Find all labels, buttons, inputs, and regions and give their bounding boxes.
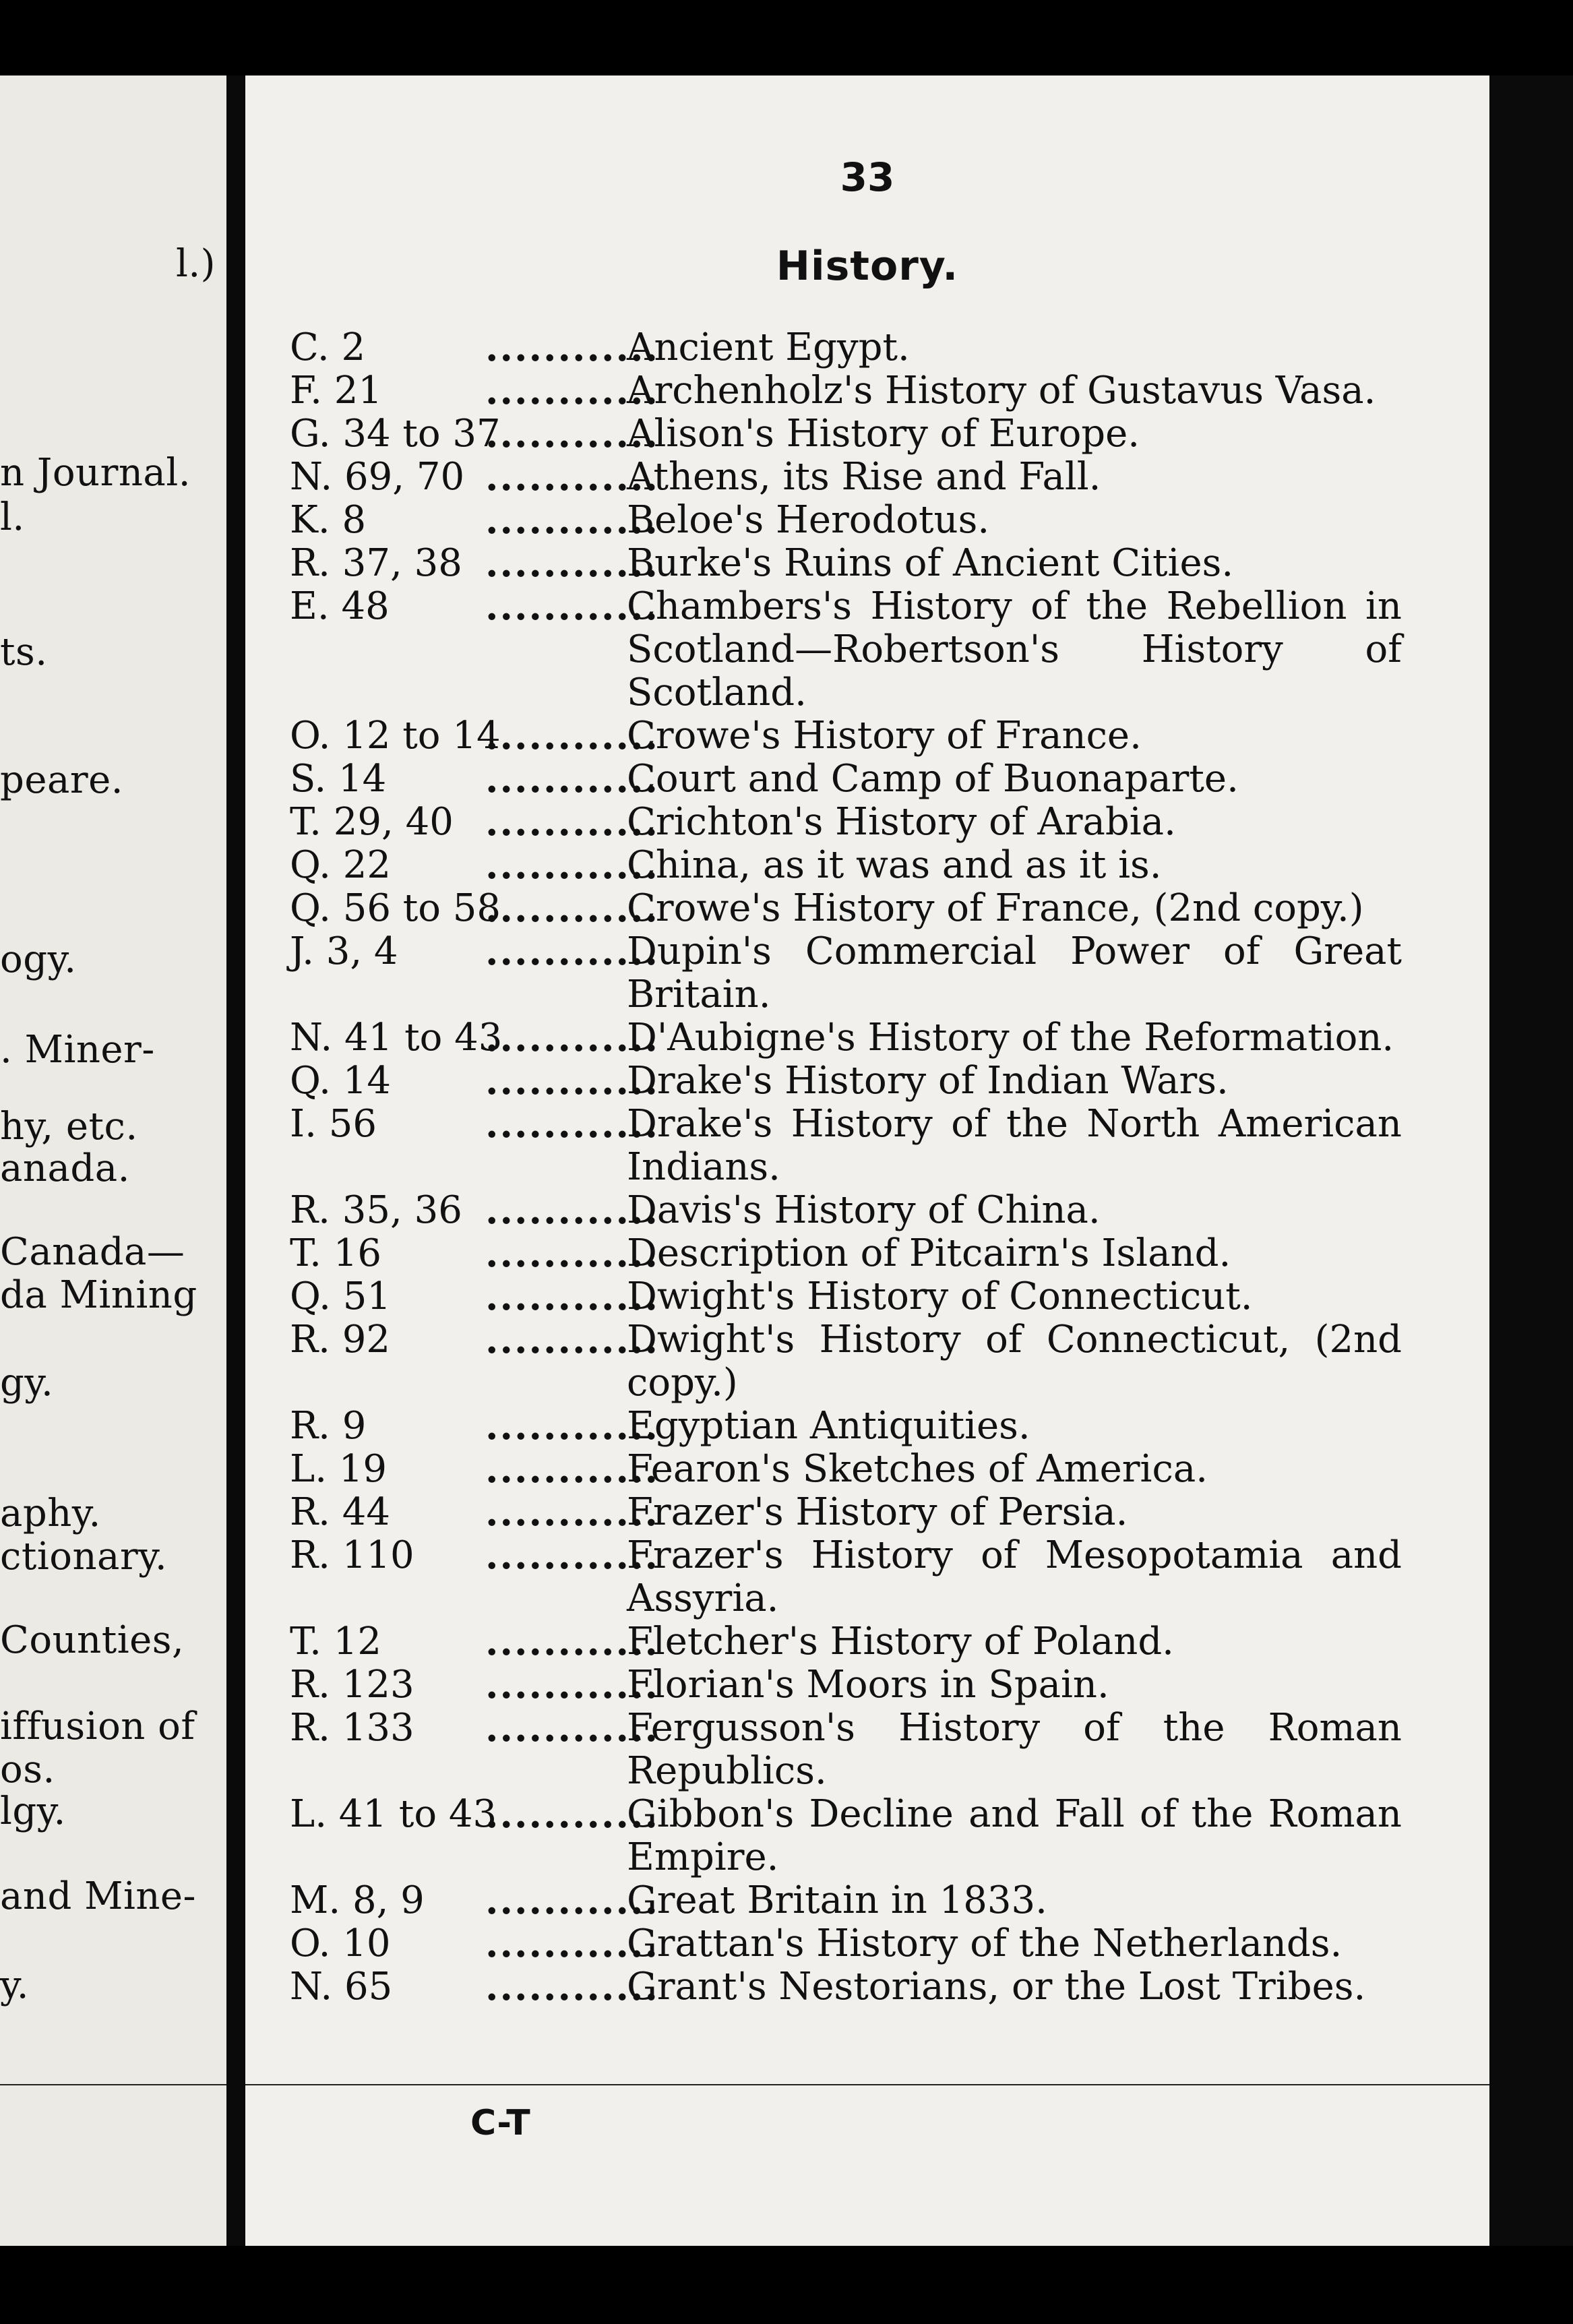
catalog-entry [290, 887, 1402, 930]
left-page-line: Canada— [0, 1230, 185, 1274]
shelf-reference: R. 37, 38 [290, 541, 462, 585]
shelf-reference: F. 21 [290, 369, 382, 412]
dot-leader: ............ [485, 584, 659, 629]
shelf-reference: J. 3, 4 [290, 929, 398, 973]
left-page-line: l. [0, 495, 25, 539]
left-page-line: ogy. [0, 938, 77, 981]
book-title: Crowe's History of France, (2nd copy.) [627, 886, 1364, 930]
dot-leader: ............ [485, 1102, 659, 1146]
dot-leader: ............ [485, 1878, 659, 1923]
shelf-reference: O. 10 [290, 1922, 391, 1965]
catalog-entry [290, 844, 1402, 887]
right-page [245, 75, 1489, 2246]
shelf-reference: L. 41 to 43 [290, 1792, 497, 1836]
shelf-reference: N. 65 [290, 1965, 393, 2009]
shelf-reference: O. 12 to 14 [290, 714, 501, 758]
catalog-entry [290, 1405, 1402, 1448]
dot-leader: ............ [485, 326, 659, 370]
catalog-entry [290, 1491, 1402, 1534]
shelf-reference: T. 29, 40 [290, 800, 454, 844]
dot-leader: ............ [485, 1275, 659, 1319]
shelf-reference: C. 2 [290, 326, 366, 369]
dot-leader: ............ [485, 1490, 659, 1535]
shelf-reference: K. 8 [290, 498, 367, 542]
shelf-reference: Q. 22 [290, 843, 391, 887]
left-page-line: peare. [0, 758, 124, 802]
catalog-entry [290, 326, 1402, 369]
book-title: Great Britain in 1833. [627, 1878, 1047, 1922]
catalog-entry [290, 1620, 1402, 1663]
catalog-entry [290, 1103, 1402, 1189]
book-title: Gibbon's Decline and Fall of the Roman Empire. [627, 1792, 1402, 1879]
catalog-entry [290, 1016, 1402, 1060]
catalog-entry [290, 1232, 1402, 1275]
book-title: Crowe's History of France. [627, 714, 1142, 758]
dot-leader: ............ [485, 1792, 659, 1837]
book-title: Frazer's History of Mesopotamia and Assyria. [627, 1533, 1402, 1620]
book-title: Dwight's History of Connecticut, (2nd copy.) [627, 1318, 1402, 1405]
shelf-reference: T. 12 [290, 1620, 381, 1663]
shelf-reference: S. 14 [290, 757, 387, 801]
book-title: Dwight's History of Connecticut. [627, 1275, 1253, 1318]
left-page-line: gy. [0, 1361, 54, 1405]
shelf-reference: T. 16 [290, 1231, 381, 1275]
dot-leader: ............ [485, 1706, 659, 1750]
dot-leader: ............ [485, 1016, 659, 1060]
left-page-line: ts. [0, 630, 48, 674]
left-page-line: l.) [175, 242, 216, 286]
book-title: Alison's History of Europe. [627, 412, 1140, 456]
left-page-line: da Mining [0, 1273, 197, 1317]
book-title: Frazer's History of Persia. [627, 1490, 1128, 1534]
book-title: Egyptian Antiquities. [627, 1404, 1030, 1448]
left-page-line: y. [0, 1963, 29, 2007]
book-title: Description of Pitcairn's Island. [627, 1231, 1231, 1275]
shelf-reference: R. 9 [290, 1404, 367, 1448]
shelf-reference: N. 69, 70 [290, 455, 465, 499]
book-title: Athens, its Rise and Fall. [627, 455, 1101, 499]
book-title: Ancient Egypt. [627, 326, 910, 369]
left-page-line: Counties, [0, 1618, 185, 1662]
dot-leader: ............ [485, 1447, 659, 1492]
book-title: Dupin's Commercial Power of Great Britain. [627, 929, 1402, 1016]
catalog-entry [290, 369, 1402, 412]
left-page-line: hy, etc. [0, 1105, 138, 1149]
left-page-fragment [0, 75, 226, 2246]
shelf-reference: R. 133 [290, 1706, 414, 1750]
signature-mark: C-T [470, 2103, 530, 2143]
book-title: Grattan's History of the Netherlands. [627, 1922, 1343, 1965]
dot-leader: ............ [485, 714, 659, 758]
catalog-entry [290, 1879, 1402, 1922]
shelf-reference: R. 123 [290, 1663, 414, 1707]
left-page-line: os. [0, 1748, 55, 1792]
book-title: Chambers's History of the Rebellion in Scotland—Robertson's History of Scotland. [627, 584, 1402, 714]
shelf-reference: Q. 51 [290, 1275, 391, 1318]
page-edge-shadow [1489, 75, 1573, 2246]
dot-leader: ............ [485, 843, 659, 888]
catalog-entry [290, 1663, 1402, 1707]
book-title: Fletcher's History of Poland. [627, 1620, 1174, 1663]
page-bottom-rule [245, 2084, 1489, 2085]
catalog-entry [290, 456, 1402, 499]
catalog-entries [290, 326, 1402, 2009]
dot-leader: ............ [485, 1965, 659, 2009]
shelf-reference: I. 56 [290, 1102, 377, 1146]
dot-leader: ............ [485, 1533, 659, 1578]
dot-leader: ............ [485, 1059, 659, 1103]
book-title: Archenholz's History of Gustavus Vasa. [627, 369, 1376, 412]
shelf-reference: R. 35, 36 [290, 1188, 462, 1232]
page-number: 33 [840, 154, 895, 200]
dot-leader: ............ [485, 541, 659, 586]
dot-leader: ............ [485, 800, 659, 845]
book-title: Florian's Moors in Spain. [627, 1663, 1109, 1707]
left-page-line: lgy. [0, 1790, 66, 1833]
shelf-reference: N. 41 to 43 [290, 1016, 503, 1060]
book-title: D'Aubigne's History of the Reformation. [627, 1016, 1394, 1060]
dot-leader: ............ [485, 1231, 659, 1276]
left-page-line: iffusion of [0, 1705, 195, 1748]
catalog-entry [290, 1189, 1402, 1232]
catalog-entry [290, 585, 1402, 714]
shelf-reference: G. 34 to 37 [290, 412, 501, 456]
dot-leader: ............ [485, 1663, 659, 1707]
shelf-reference: R. 92 [290, 1318, 391, 1362]
book-title: Drake's History of Indian Wars. [627, 1059, 1229, 1103]
shelf-reference: M. 8, 9 [290, 1878, 425, 1922]
catalog-entry [290, 499, 1402, 542]
shelf-reference: Q. 14 [290, 1059, 391, 1103]
catalog-entry [290, 1275, 1402, 1318]
book-title: Davis's History of China. [627, 1188, 1101, 1232]
dot-leader: ............ [485, 1620, 659, 1664]
left-page-line: anada. [0, 1146, 130, 1190]
left-page-line: . Miner- [0, 1028, 155, 1072]
catalog-entry [290, 412, 1402, 456]
book-title: Beloe's Herodotus. [627, 498, 990, 542]
book-title: Crichton's History of Arabia. [627, 800, 1176, 844]
catalog-entry [290, 1707, 1402, 1793]
shelf-reference: E. 48 [290, 584, 390, 628]
catalog-entry [290, 1793, 1402, 1879]
book-gutter [226, 75, 245, 2246]
catalog-entry [290, 1534, 1402, 1620]
section-title: History. [776, 243, 959, 290]
catalog-entry [290, 758, 1402, 801]
dot-leader: ............ [485, 886, 659, 931]
book-title: Drake's History of the North American Indians. [627, 1102, 1402, 1189]
book-title: Grant's Nestorians, or the Lost Tribes. [627, 1965, 1366, 2009]
book-title: Fearon's Sketches of America. [627, 1447, 1208, 1491]
dot-leader: ............ [485, 455, 659, 499]
catalog-entry [290, 1448, 1402, 1491]
shelf-reference: R. 110 [290, 1533, 414, 1577]
book-title: Burke's Ruins of Ancient Cities. [627, 541, 1234, 585]
dot-leader: ............ [485, 1404, 659, 1448]
book-title: Fergusson's History of the Roman Republics. [627, 1706, 1402, 1793]
catalog-entry [290, 801, 1402, 844]
left-page-line: n Journal. [0, 451, 191, 495]
catalog-entry [290, 1318, 1402, 1405]
catalog-entry [290, 1060, 1402, 1103]
dot-leader: ............ [485, 757, 659, 801]
left-page-line: aphy. [0, 1492, 101, 1535]
catalog-entry [290, 1965, 1402, 2009]
shelf-reference: Q. 56 to 58 [290, 886, 501, 930]
dot-leader: ............ [485, 1188, 659, 1233]
dot-leader: ............ [485, 498, 659, 543]
left-page-bottom-rule [0, 2084, 226, 2085]
dot-leader: ............ [485, 929, 659, 974]
catalog-entry [290, 714, 1402, 758]
book-title: Court and Camp of Buonaparte. [627, 757, 1239, 801]
left-page-line: and Mine- [0, 1874, 196, 1918]
catalog-entry [290, 930, 1402, 1016]
dot-leader: ............ [485, 1318, 659, 1362]
shelf-reference: L. 19 [290, 1447, 388, 1491]
left-page-line: ctionary. [0, 1535, 168, 1579]
catalog-entry [290, 542, 1402, 585]
dot-leader: ............ [485, 369, 659, 413]
dot-leader: ............ [485, 412, 659, 456]
shelf-reference: R. 44 [290, 1490, 391, 1534]
catalog-entry [290, 1922, 1402, 1965]
dot-leader: ............ [485, 1922, 659, 1966]
book-title: China, as it was and as it is. [627, 843, 1162, 887]
